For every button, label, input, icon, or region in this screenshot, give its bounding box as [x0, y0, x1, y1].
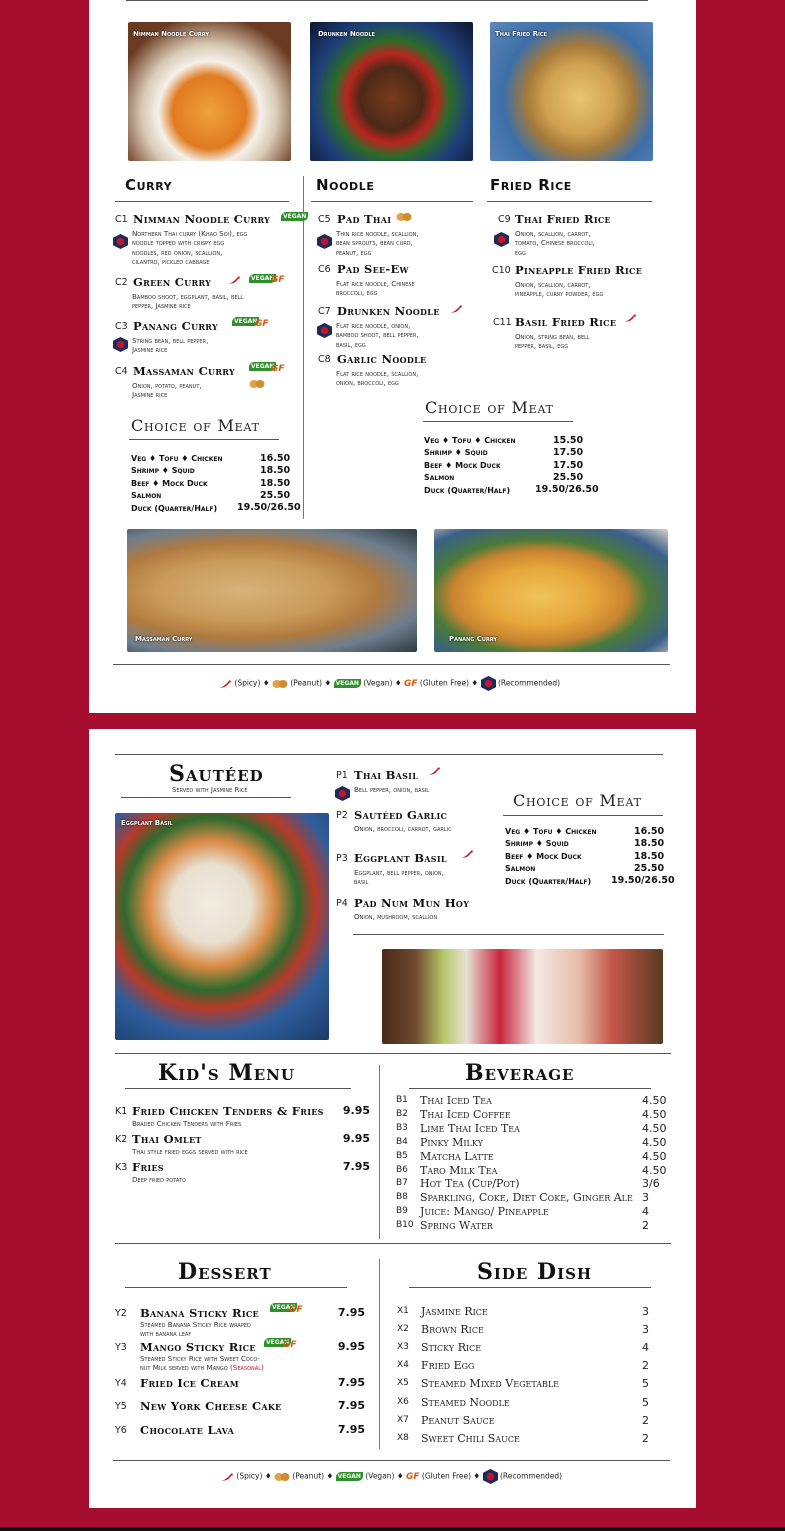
item-desc: Eggplant, bell pepper, onion, basil — [354, 868, 444, 887]
item-desc: Bamboo shoot, eggplant, basil, bell pepper, Jasmine rice — [132, 292, 244, 311]
peanut-icon — [249, 379, 265, 389]
item-name: Fried Ice Cream — [140, 1376, 239, 1390]
meat-option: Beef ♦ Mock Duck — [424, 461, 501, 470]
meat-option: Shrimp ♦ Squid — [505, 839, 569, 848]
item-code: B1 — [396, 1095, 408, 1105]
section-divider — [115, 1243, 671, 1244]
item-price: 4.50 — [642, 1149, 667, 1163]
item-name: Matcha Latte — [420, 1149, 494, 1163]
meat-price: 15.50 — [553, 435, 584, 446]
photo-label: Massaman Curry — [135, 635, 193, 643]
item-name: Thai Omlet — [132, 1132, 202, 1146]
item-code: C6 — [318, 264, 331, 275]
item-code: C9 — [498, 214, 511, 225]
item-name: Thai Iced Tea — [420, 1094, 492, 1107]
section-divider — [115, 1053, 671, 1054]
choice-of-meat-title: Choice of Meat — [131, 416, 260, 435]
meat-option: Salmon — [505, 864, 536, 873]
meat-price: 18.50 — [634, 851, 665, 862]
vegan-icon: VEGAN — [234, 318, 258, 325]
item-price: 9.95 — [342, 1104, 370, 1117]
side-underline — [409, 1287, 651, 1288]
gluten-free-icon: GF — [271, 275, 285, 285]
item-name: Brown Rice — [421, 1323, 484, 1337]
meat-price: 19.50/26.50 — [237, 502, 301, 513]
item-code: X1 — [397, 1306, 409, 1316]
item-price: 4.50 — [642, 1121, 667, 1135]
meat-underline — [503, 815, 663, 816]
meat-price: 19.50/26.50 — [535, 484, 599, 495]
vegan-icon: VEGAN — [335, 680, 359, 687]
meat-option: Beef ♦ Mock Duck — [505, 852, 582, 861]
curry-title: Curry — [125, 176, 173, 194]
recommended-icon — [113, 337, 128, 352]
photo-thai-fried-rice — [490, 22, 653, 161]
item-name: Nimman Noodle Curry — [133, 212, 271, 226]
item-name: Fried Egg — [421, 1359, 475, 1373]
recommended-icon — [317, 323, 332, 338]
item-name: Steamed Noodle — [421, 1395, 510, 1409]
item-desc: Thai style fried eggs served with rice — [132, 1147, 248, 1156]
item-code: C11 — [493, 317, 512, 328]
vegan-icon: VEGAN — [251, 363, 275, 370]
item-code: C2 — [115, 277, 128, 288]
gluten-free-icon: GF — [283, 1340, 297, 1350]
meat-price: 18.50 — [260, 478, 291, 489]
item-desc: Northern Thai curry (Khao Soi), egg noodle topped with crispy egg noodles, red onion, scallion, cilantro, pickled cabbage — [132, 229, 248, 266]
recommended-icon — [317, 234, 332, 249]
item-name: Fries — [132, 1160, 164, 1174]
item-name: New York Cheese Cake — [140, 1399, 282, 1413]
item-name: Spring Water — [420, 1219, 493, 1233]
legend-bar: (Spicy) ♦ (Peanut) ♦ VEGAN (Vegan) ♦ GF (Gluten Free) ♦ (Recommended) — [218, 676, 560, 691]
item-desc: Flat rice noodle, scallion, onion, broccoli, egg — [336, 369, 419, 388]
item-price: 5 — [642, 1377, 649, 1391]
chili-icon — [449, 304, 463, 314]
item-desc: Braded Chicken Tenders with Fries — [132, 1119, 242, 1128]
recommended-icon — [494, 232, 509, 247]
meat-price: 17.50 — [553, 447, 584, 458]
menu-page-2 — [89, 729, 696, 1508]
item-code: C10 — [492, 265, 511, 276]
item-price: 7.95 — [337, 1399, 365, 1412]
item-desc: Flat rice noodle, Chinese broccoli, egg — [336, 279, 415, 298]
gluten-free-icon: GF — [405, 1471, 420, 1482]
item-code: X3 — [397, 1342, 409, 1353]
column-divider — [379, 1259, 380, 1449]
item-desc: Flat rice noodle, onion, bamboo shoot, bell pepper, basil, egg — [336, 321, 419, 349]
peanut-icon — [396, 212, 412, 222]
noodle-title: Noodle — [316, 176, 375, 194]
item-price: 9.95 — [342, 1132, 370, 1145]
item-desc: Thin rice noodle, scallion, bean sprouts, bean curd, peanut, egg — [336, 229, 419, 257]
item-price: 4.50 — [642, 1163, 667, 1177]
item-code: B5 — [396, 1150, 408, 1161]
item-code: C1 — [115, 214, 128, 225]
bottom-strip — [0, 1527, 785, 1531]
item-price: 7.95 — [337, 1306, 365, 1319]
meat-price: 25.50 — [634, 863, 665, 874]
sauteed-subtitle: Served with Jasmine Rice — [172, 786, 248, 794]
item-name: Drunken Noodle — [337, 304, 440, 318]
menu-page-1 — [89, 0, 696, 713]
item-code: X4 — [397, 1360, 409, 1371]
vegan-icon: VEGAN — [283, 213, 307, 220]
photo-label: Nimman Noodle Curry — [133, 30, 209, 38]
noodle-underline — [311, 201, 473, 202]
item-code: B7 — [396, 1178, 408, 1189]
item-name: Thai Basil — [354, 768, 419, 782]
item-code: P3 — [336, 853, 348, 864]
recommended-icon — [113, 234, 128, 249]
item-price: 7.95 — [337, 1423, 365, 1436]
recommended-icon — [335, 786, 350, 801]
column-divider — [303, 176, 304, 519]
item-name: Banana Sticky Rice — [140, 1306, 259, 1320]
beverage-underline — [409, 1088, 651, 1089]
item-code: B8 — [396, 1192, 408, 1203]
item-code: C8 — [318, 354, 331, 365]
item-price: 2 — [642, 1431, 649, 1445]
choice-of-meat-title: Choice of Meat — [425, 398, 554, 417]
photo-label: Drunken Noodle — [318, 30, 375, 38]
item-code: Y2 — [115, 1308, 127, 1319]
meat-price: 18.50 — [260, 465, 291, 476]
meat-price: 16.50 — [634, 826, 665, 837]
item-code: Y3 — [115, 1342, 127, 1353]
chili-icon — [218, 679, 232, 689]
item-code: X8 — [397, 1432, 409, 1443]
top-divider — [115, 754, 663, 755]
meat-option: Shrimp ♦ Squid — [131, 466, 195, 475]
item-desc: String bean, bell pepper, Jasmine rice — [132, 336, 209, 355]
dessert-title: Dessert — [178, 1259, 272, 1285]
meat-price: 19.50/26.50 — [611, 875, 675, 886]
meat-underline — [129, 439, 279, 440]
chili-icon — [623, 313, 637, 323]
item-name: Taro Milk Tea — [420, 1163, 498, 1177]
fried-rice-underline — [487, 201, 652, 202]
item-name: Lime Thai Iced Tea — [420, 1121, 520, 1135]
item-price: 3/6 — [642, 1177, 660, 1191]
item-code: X7 — [397, 1414, 409, 1425]
meat-price: 16.50 — [260, 453, 291, 464]
dessert-underline — [125, 1287, 347, 1288]
item-desc: Onion, mushroom, scallion — [354, 912, 438, 921]
item-price: 4 — [642, 1341, 649, 1355]
chili-icon — [427, 766, 441, 776]
item-name: Pad See-Ew — [337, 262, 409, 276]
side-dish-title: Side Dish — [477, 1259, 593, 1285]
item-code: X2 — [397, 1324, 409, 1335]
vegan-icon: VEGAN — [337, 1473, 361, 1480]
item-price: 2 — [642, 1413, 649, 1427]
item-price: 2 — [642, 1359, 649, 1373]
vegan-icon: VEGAN — [251, 275, 275, 282]
item-name: Thai Iced Coffee — [420, 1107, 511, 1121]
item-name: Jasmine Rice — [421, 1305, 488, 1318]
item-name: Sticky Rice — [421, 1341, 482, 1355]
photo-label: Panang Curry — [449, 635, 498, 643]
item-price: 7.95 — [342, 1160, 370, 1173]
photo-panang-curry — [434, 529, 668, 652]
item-code: Y6 — [115, 1425, 127, 1436]
photo-nimman-noodle-curry — [128, 22, 291, 161]
item-code: C5 — [318, 214, 331, 225]
item-price: 2 — [642, 1219, 649, 1233]
item-code: B3 — [396, 1122, 408, 1133]
item-price: 3 — [642, 1191, 649, 1205]
meat-price: 18.50 — [634, 838, 665, 849]
meat-price: 25.50 — [260, 490, 291, 501]
vegan-icon: VEGAN — [266, 1339, 290, 1346]
item-name: Mango Sticky Rice — [140, 1340, 256, 1354]
item-code: B10 — [396, 1220, 414, 1231]
item-code: Y5 — [115, 1401, 127, 1412]
gluten-free-icon: GF — [403, 678, 418, 689]
item-price: 7.95 — [337, 1376, 365, 1389]
photo-beverages — [382, 949, 663, 1044]
choice-of-meat-title: Choice of Meat — [513, 791, 642, 810]
seasonal-note: (Seasonal) — [230, 1363, 264, 1373]
curry-underline — [115, 201, 289, 202]
top-divider — [126, 0, 648, 1]
meat-option: Shrimp ♦ Squid — [424, 448, 488, 457]
item-name: Basil Fried Rice — [515, 315, 617, 329]
legend-divider — [113, 664, 670, 665]
peanut-icon — [274, 1472, 290, 1482]
item-price: 4.50 — [642, 1107, 667, 1121]
item-name: Hot Tea (Cup/Pot) — [420, 1177, 520, 1191]
beverage-title: Beverage — [465, 1060, 575, 1086]
meat-option: Duck (Quarter/Half) — [424, 486, 511, 495]
meat-option: Salmon — [131, 491, 162, 500]
item-price: 4.50 — [642, 1135, 667, 1149]
legend-bar: (Spicy) ♦ (Peanut) ♦ VEGAN (Vegan) ♦ GF (Gluten Free) ♦ (Recommended) — [220, 1469, 562, 1484]
kids-underline — [125, 1088, 351, 1089]
item-name: Pad Thai — [337, 212, 392, 226]
item-desc: Onion, scallion, carrot, tomato, Chinese broccoli, egg — [515, 229, 595, 257]
item-code: C7 — [318, 306, 331, 317]
item-name: Sautéed Garlic — [354, 808, 448, 822]
meat-option: Veg ♦ Tofu ♦ Chicken — [424, 436, 516, 445]
item-name: Thai Fried Rice — [515, 212, 611, 226]
gluten-free-icon: GF — [271, 364, 285, 374]
item-code: P4 — [336, 898, 348, 909]
item-name: Panang Curry — [133, 319, 219, 333]
chili-icon — [227, 275, 241, 285]
chili-icon — [220, 1472, 234, 1482]
gluten-free-icon: GF — [255, 319, 269, 329]
sauteed-title: Sautéed — [169, 761, 264, 787]
item-name: Pineapple Fried Rice — [515, 263, 643, 277]
item-code: P2 — [336, 810, 348, 821]
photo-eggplant-basil — [115, 813, 329, 1040]
item-code: K3 — [115, 1162, 128, 1173]
peanut-icon — [272, 679, 288, 689]
item-desc: Onion, broccoli, carrot, garlic — [354, 824, 452, 833]
item-code: C4 — [115, 366, 128, 377]
meat-option: Duck (Quarter/Half) — [505, 877, 592, 886]
item-code: X5 — [397, 1378, 409, 1389]
chili-icon — [460, 849, 474, 859]
meat-option: Duck (Quarter/Half) — [131, 504, 218, 513]
item-code: B6 — [396, 1164, 408, 1175]
item-desc: Onion, potato, peanut, Jasmine rice — [132, 381, 202, 400]
vegan-icon: VEGAN — [272, 1304, 296, 1311]
item-desc: Onion, scallion, carrot, pineapple, curry powder, egg — [515, 280, 604, 299]
item-price: 4 — [642, 1205, 649, 1219]
item-code: K2 — [115, 1134, 128, 1145]
item-code: B9 — [396, 1206, 408, 1217]
column-divider — [379, 1065, 380, 1239]
meat-option: Beef ♦ Mock Duck — [131, 479, 208, 488]
item-desc: Deep fried potato — [132, 1175, 186, 1184]
photo-label: Eggplant Basil — [121, 819, 173, 827]
meat-option: Salmon — [424, 473, 455, 482]
item-desc: Steamed Sticky Rice with Sweet Coco- nut Milk served with Mango (Seasonal) — [140, 1354, 264, 1373]
item-desc: Bell pepper, onion, basil — [354, 785, 430, 794]
item-code: B2 — [396, 1108, 408, 1119]
photo-label: Thai Fried Rice — [495, 30, 547, 38]
item-name: Sparkling, Coke, Diet Coke, Ginger Ale — [420, 1191, 633, 1205]
meat-option: Veg ♦ Tofu ♦ Chicken — [131, 454, 223, 463]
item-price: 5 — [642, 1395, 649, 1409]
item-price: 4.50 — [642, 1094, 667, 1107]
item-name: Chocolate Lava — [140, 1423, 235, 1437]
item-name: Juice: Mango/ Pineapple — [420, 1205, 549, 1219]
item-name: Massaman Curry — [133, 364, 235, 378]
meat-option: Veg ♦ Tofu ♦ Chicken — [505, 827, 597, 836]
item-name: Pinky Milky — [420, 1135, 483, 1149]
fried-rice-title: Fried Rice — [490, 176, 572, 194]
meat-underline — [423, 421, 573, 422]
item-name: Steamed Mixed Vegetable — [421, 1377, 560, 1391]
kids-menu-title: Kid's Menu — [158, 1060, 295, 1086]
legend-divider — [113, 1460, 670, 1461]
item-price: 3 — [642, 1305, 649, 1318]
item-name: Garlic Noodle — [337, 352, 427, 366]
photo-massaman-curry — [127, 529, 417, 652]
item-name: Fried Chicken Tenders & Fries — [132, 1104, 324, 1118]
item-code: P1 — [336, 770, 348, 781]
item-code: K1 — [115, 1106, 128, 1117]
recommended-icon — [481, 676, 496, 691]
sauteed-underline — [121, 797, 291, 798]
meat-price: 25.50 — [553, 472, 584, 483]
recommended-icon — [483, 1469, 498, 1484]
item-code: C3 — [115, 321, 128, 332]
item-code: X6 — [397, 1396, 409, 1407]
item-desc: Steamed Banana Sticky Rice wraped with banana leaf — [140, 1320, 251, 1339]
item-price: 3 — [642, 1323, 649, 1337]
item-price: 9.95 — [337, 1340, 365, 1353]
item-name: Sweet Chili Sauce — [421, 1431, 520, 1445]
item-name: Pad Num Mun Hoy — [354, 896, 470, 910]
item-desc: Onion, string bean, bell pepper, basil, egg — [515, 332, 590, 351]
photo-drunken-noodle — [310, 22, 473, 161]
item-name: Eggplant Basil — [354, 851, 447, 865]
meat-price: 17.50 — [553, 460, 584, 471]
item-code: B4 — [396, 1136, 408, 1147]
gluten-free-icon: GF — [289, 1305, 303, 1315]
item-name: Green Curry — [133, 275, 212, 289]
sauteed-divider — [353, 934, 664, 935]
item-code: Y4 — [115, 1378, 127, 1389]
item-name: Peanut Sauce — [421, 1413, 495, 1427]
